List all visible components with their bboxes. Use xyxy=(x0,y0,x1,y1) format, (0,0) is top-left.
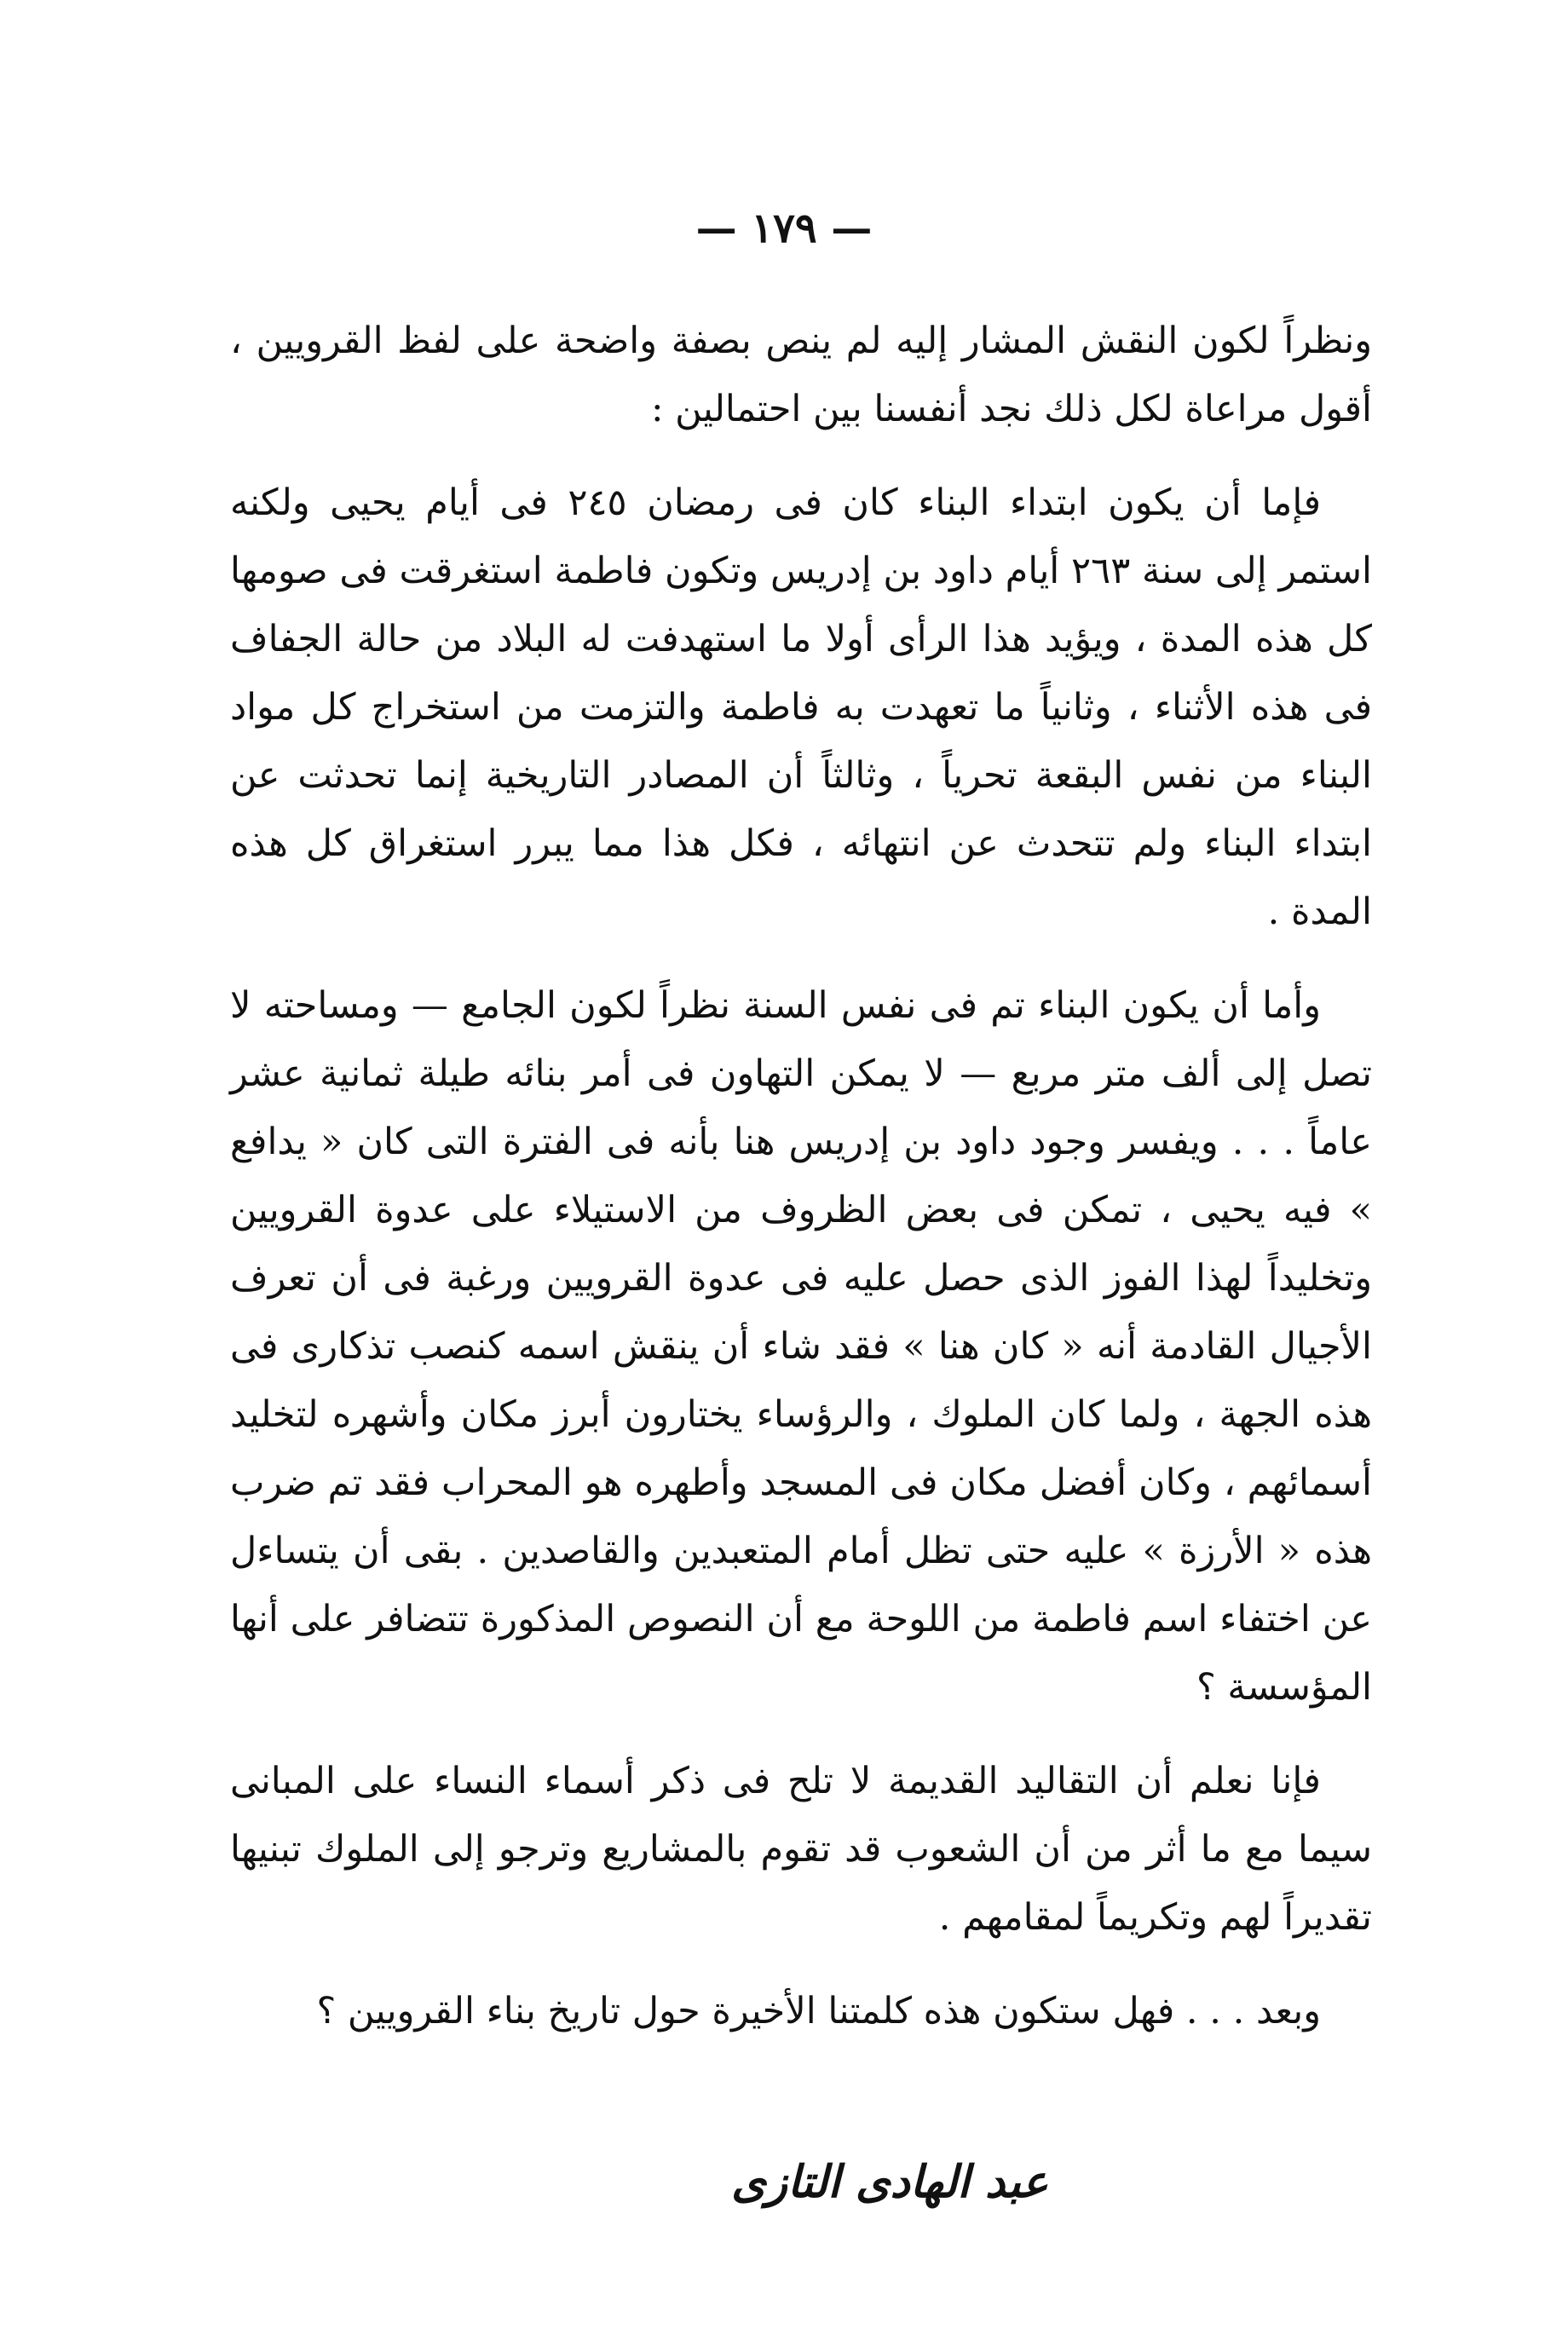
paragraph-intro: ونظراً لكون النقش المشار إليه لم ينص بصفة واضحة على لفظ القرويين ، أقول مراعاة لكل ذلك نجد أنفسنا بين احتمالين : xyxy=(230,320,1372,430)
article-body xyxy=(230,307,1372,2071)
paragraph-first-possibility: فإما أن يكون ابتداء البناء كان فى رمضان ٢٤٥ فى أيام يحيى ولكنه استمر إلى سنة ٢٦٣ أيام داود بن إدريس وتكون فاطمة استغرقت فى صومها كل هذه المدة ، ويؤيد هذا الرأى أولا ما استهدفت له البلاد من حالة الجفاف فى هذه الأثناء ، وثانياً ما تعهدت به فاطمة والتزمت من استخراج كل مواد البناء من نفس البقعة تحرياً ، وثالثاً أن المصادر التاريخية إنما تحدثت عن ابتداء البناء ولم تتحدث عن انتهائه ، فكل هذا مما يبرر استغراق كل هذه المدة . xyxy=(230,481,1372,933)
paragraph-traditions: فإنا نعلم أن التقاليد القديمة لا تلح فى ذكر أسماء النساء على المبانى سيما مع ما أثر من أن الشعوب قد تقوم بالمشاريع وترجو إلى الملوك تبنيها تقديراً لهم وتكريماً لمقامهم . xyxy=(230,1760,1372,1939)
author-signature: عبد الهادى التازى xyxy=(731,2156,1048,2208)
paragraph-second-possibility: وأما أن يكون البناء تم فى نفس السنة نظراً لكون الجامع — ومساحته لا تصل إلى ألف متر مربع — لا يمكن التهاون فى أمر بنائه طيلة ثمانية عشر عاماً . . . ويفسر وجود داود بن إدريس هنا بأنه فى الفترة التى كان « يدافع » فيه يحيى ، تمكن فى بعض الظروف من الاستيلاء على عدوة القرويين وتخليداً لهذا الفوز الذى حصل عليه فى عدوة القرويين ورغبة فى أن تعرف الأجيال القادمة أنه « كان هنا » فقد شاء أن ينقش اسمه كنصب تذكارى فى هذه الجهة ، ولما كان الملوك ، والرؤساء يختارون أبرز مكان وأشهره لتخليد أسمائهم ، وكان أفضل مكان فى المسجد وأطهره هو المحراب فقد تم ضرب هذه « الأرزة » عليه حتى تظل أمام المتعبدين والقاصدين . بقى أن يتساءل عن اختفاء اسم فاطمة من اللوحة مع أن النصوص المذكورة تتضافر على أنها المؤسسة ؟ xyxy=(230,984,1372,1709)
page-number: — ١٧٩ — xyxy=(695,205,873,252)
paragraph-closing-question: وبعد . . . فهل ستكون هذه كلمتنا الأخيرة حول تاريخ بناء القرويين ؟ xyxy=(316,1990,1321,2032)
